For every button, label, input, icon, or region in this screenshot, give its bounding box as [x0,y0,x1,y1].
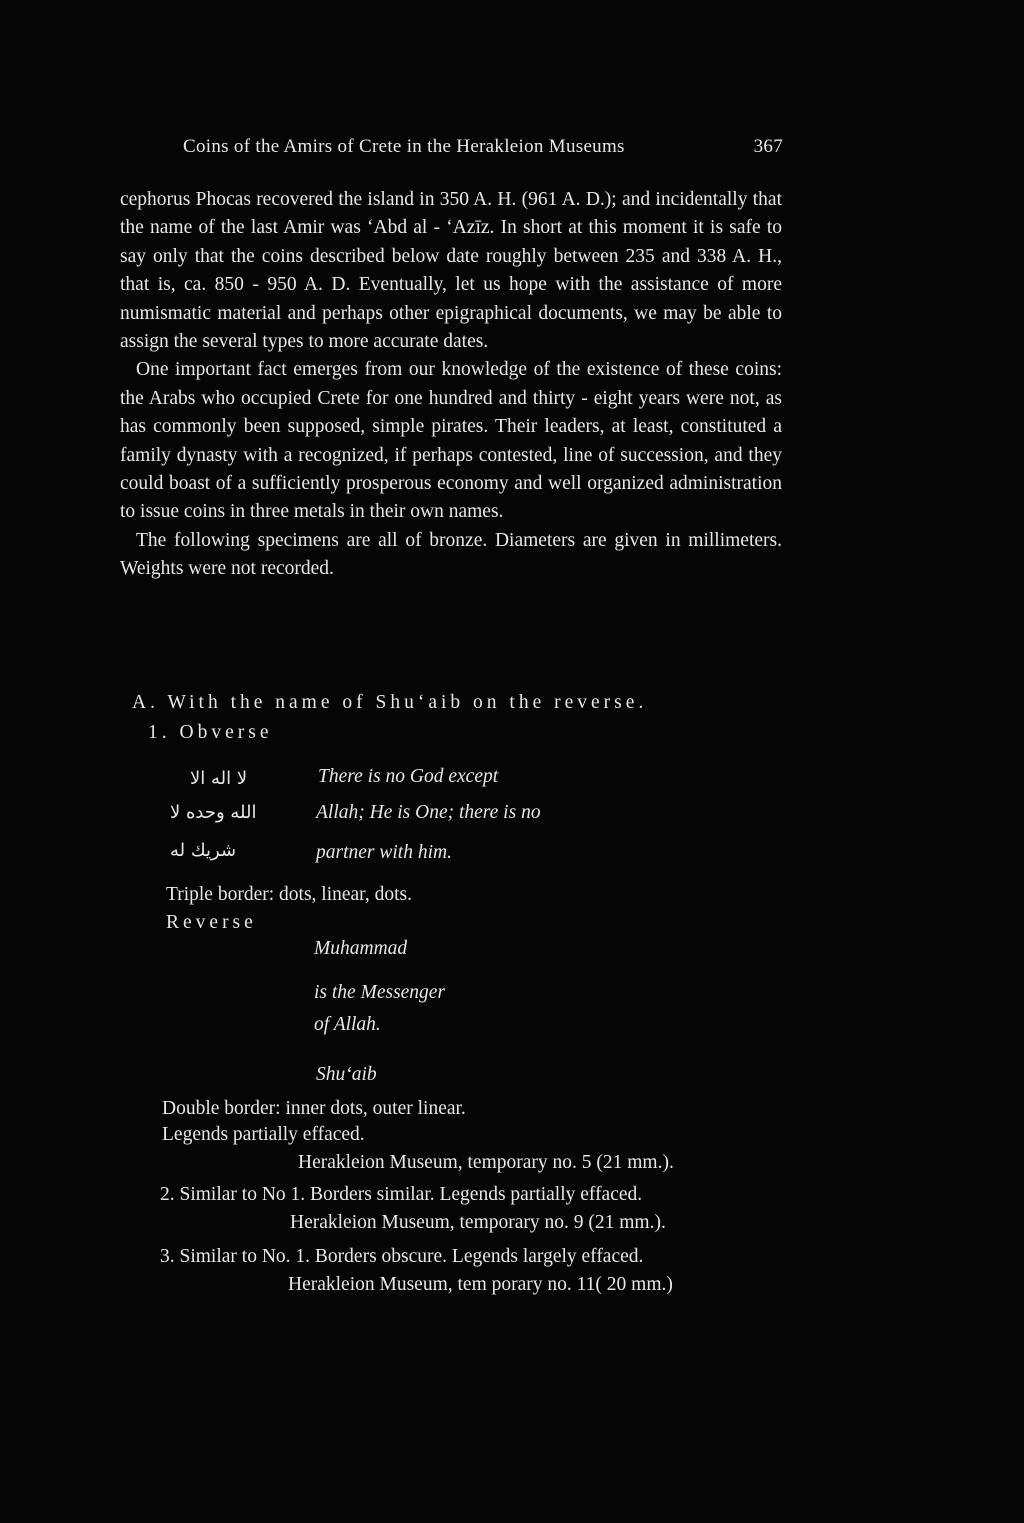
arabic-line-2: الله وحده لا [170,802,257,823]
section-heading: A. With the name of Shu‘aib on the reverse. [132,692,648,713]
page-number: 367 [753,136,783,157]
reverse-border: Double border: inner dots, outer linear. [162,1098,466,1119]
item2-text: 2. Similar to No 1. Borders similar. Legends partially effaced. [160,1184,643,1205]
item2-museum: Herakleion Museum, temporary no. 9 (21 mm.). [290,1212,666,1233]
translation-line-1: There is no God except [318,766,499,787]
body-text [120,186,782,584]
item1-obverse-label: 1. Obverse [148,722,273,743]
reverse-line-3: of Allah. [314,1014,381,1035]
item3-text: 3. Similar to No. 1. Borders obscure. Legends largely effaced. [160,1246,644,1267]
arabic-line-1: لا اله الا [190,768,248,789]
reverse-line-1: Muhammad [314,938,408,959]
reverse-line-2: is the Messenger [314,982,446,1003]
translation-line-3: partner with him. [316,842,452,863]
reverse-label: Reverse [166,912,257,933]
obverse-border: Triple border: dots, linear, dots. [166,884,413,905]
running-title: Coins of the Amirs of Crete in the Herakleion Museums [183,136,625,157]
item1-legends: Legends partially effaced. [162,1124,365,1145]
item1-museum: Herakleion Museum, temporary no. 5 (21 mm.). [298,1152,674,1173]
reverse-name: Shu‘aib [316,1064,377,1085]
paragraph-2: One important fact emerges from our knowledge of the existence of these coins: the Arabs who occupied Crete for one hundred and thirty - eight years were not, as has commonly been supposed, simple pirates. Their leaders, at least, constituted a family dynasty with a recognized, if perhaps contested, line of succession, and they could boast of a sufficiently prosperous economy and well organized administration to issue coins in three metals in their own names. [120,359,782,523]
running-header [183,136,783,158]
translation-line-2: Allah; He is One; there is no [316,802,541,823]
paragraph-1: cephorus Phocas recovered the island in 350 A. H. (961 A. D.); and incidentally that the name of the last Amir was ‘Abd al - ‘Azīz. In short at this moment it is safe to say only that the coins described below date roughly between 235 and 338 A. H., that is, ca. 850 - 950 A. D. Eventually, let us hope with the assistance of more numismatic material and perhaps other epigraphical documents, we may be able to assign the several types to more accurate dates. [120,189,782,353]
paragraph-3: The following specimens are all of bronze. Diameters are given in millimeters. Weights were not recorded. [120,529,782,580]
item3-museum: Herakleion Museum, tem porary no. 11( 20 mm.) [288,1274,673,1295]
arabic-line-3: شريك له [170,840,237,861]
